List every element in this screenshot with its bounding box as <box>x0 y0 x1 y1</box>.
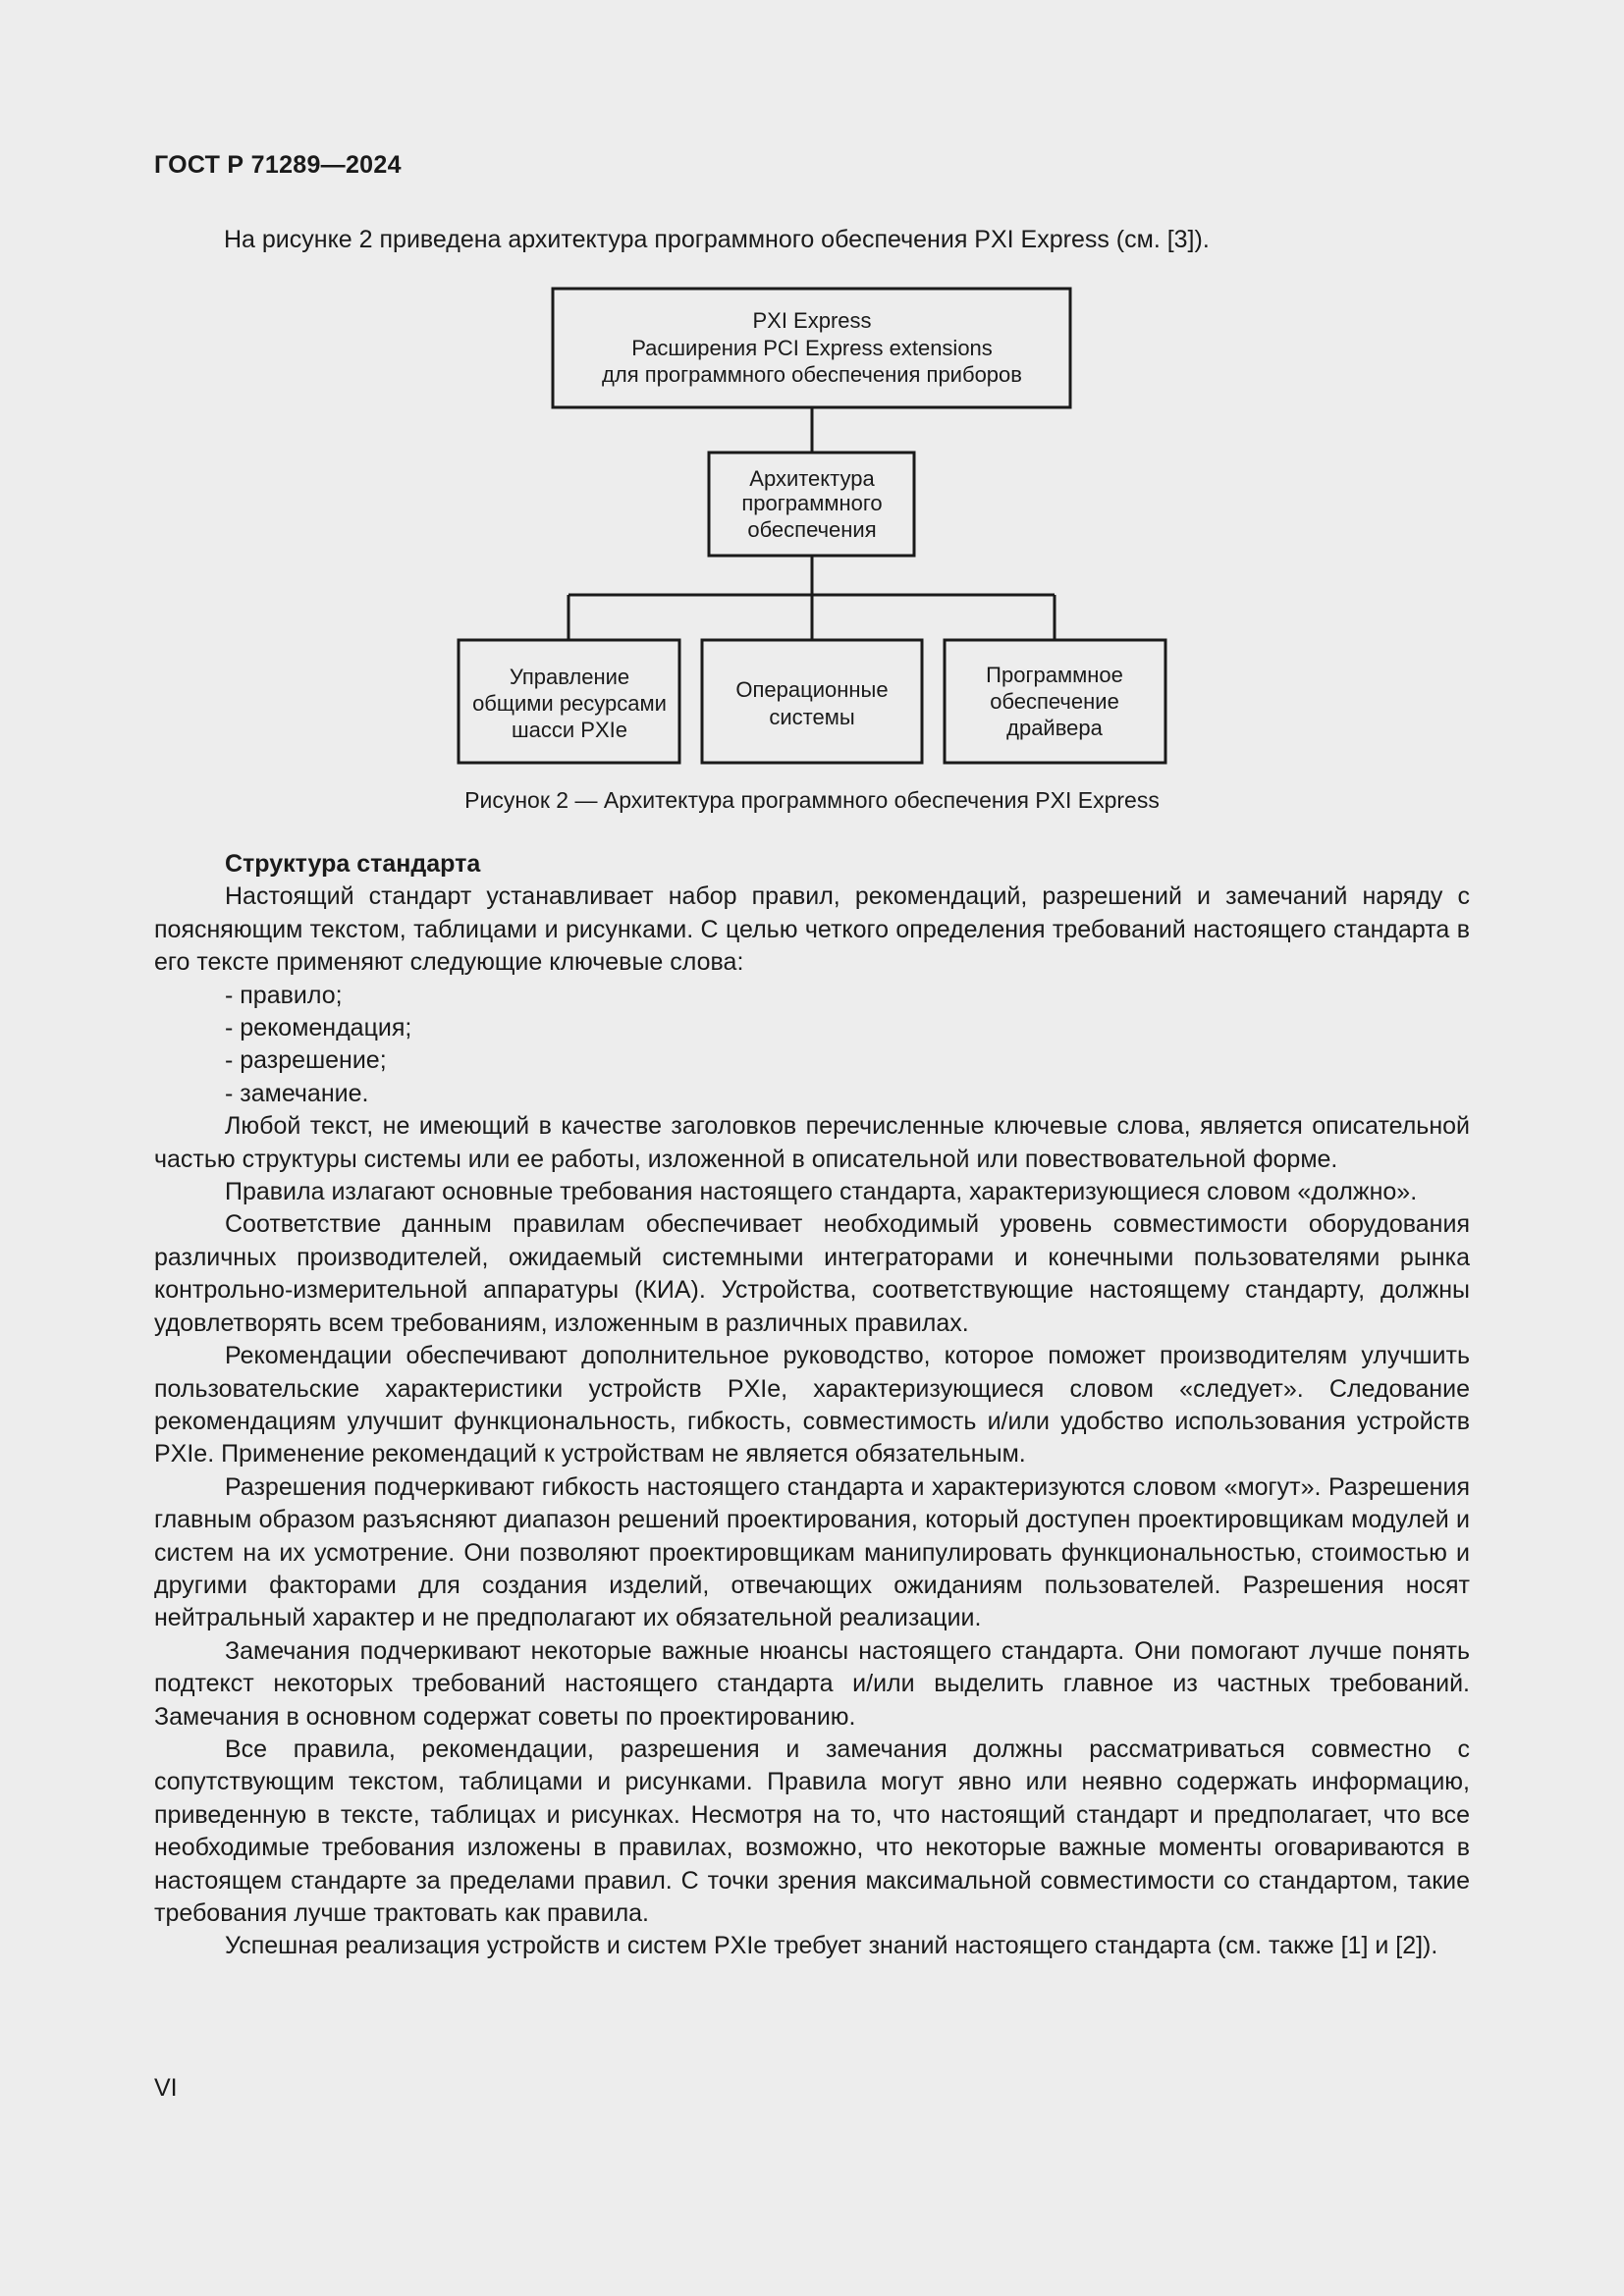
list-item: - правило; <box>225 981 343 1009</box>
intro-paragraph: На рисунке 2 приведена архитектура программного обеспечения PXI Express (см. [3]). <box>224 226 1210 253</box>
box-right-line-3: драйвера <box>1006 716 1103 740</box>
paragraph: Все правила, рекомендации, разрешения и замечания должны рассматриваться совместно с сопутствующим текстом, таблицами и рисунками. Правила могут явно или неявно содержать информацию, приведенную в тексте, таблицах и рисунках. Несмотря на то, что настоящий стандарт и предполагает, что все необходимые требования изложены в правилах, возможно, что некоторые важные моменты оговариваются в настоящем стандарте за пределами правил. С точки зрения максимальной совместимости со стандартом, такие требования лучше трактовать как правила. <box>154 1735 1470 1927</box>
list-item: - разрешение; <box>225 1046 387 1075</box>
box-right-line-2: обеспечение <box>990 689 1119 714</box>
paragraph: Замечания подчеркивают некоторые важные нюансы настоящего стандарта. Они помогают лучше понять подтекст некоторых требований настоящего стандарта и/или выделить главное из частных требований. Замечания в основном содержат советы по проектированию. <box>154 1636 1470 1731</box>
list-item: - рекомендация; <box>225 1014 412 1042</box>
document-number-header: ГОСТ Р 71289—2024 <box>154 151 402 179</box>
box-center-line-1: Операционные <box>735 677 889 702</box>
paragraph: Настоящий стандарт устанавливает набор правил, рекомендаций, разрешений и замечаний наряду с поясняющим текстом, таблицами и рисунками. С целью четкого определения требований настоящего стандарта в его тексте применяют следующие ключевые слова: <box>154 882 1470 977</box>
list-item: - замечание. <box>225 1079 369 1107</box>
section-title: Структура стандарта <box>225 850 481 878</box>
box-arch-line-1: Архитектура <box>749 466 875 491</box>
box-center-line-2: системы <box>769 705 855 729</box>
box-left-line-1: Управление <box>509 665 630 689</box>
box-arch-line-2: программного <box>741 491 883 515</box>
page-number: VI <box>154 2074 178 2102</box>
paragraph: Успешная реализация устройств и систем PXIe требует знаний настоящего стандарта (см. также [1] и [2]). <box>225 1932 1438 1960</box>
box-pxi-line-2: Расширения PCI Express extensions <box>631 336 993 360</box>
paragraph: Любой текст, не имеющий в качестве заголовков перечисленные ключевые слова, является описательной частью структуры системы или ее работы, изложенной в описательной или повествовательной форме. <box>154 1112 1470 1173</box>
box-left-line-2: общими ресурсами <box>472 691 667 716</box>
box-pxi-line-3: для программного обеспечения приборов <box>602 362 1022 387</box>
section-body <box>154 848 1470 1963</box>
paragraph: Разрешения подчеркивают гибкость настоящего стандарта и характеризуются словом «могут». Разрешения главным образом разъясняют диапазон решений проектирования, который доступен проектировщикам модулей и систем на их усмотрение. Они позволяют проектировщикам манипулировать функциональностью, стоимостью и другими факторами для создания изделий, отвечающих ожиданиям пользователей. Разрешения носят нейтральный характер и не предполагают их обязательной реализации. <box>154 1472 1470 1632</box>
paragraph: Соответствие данным правилам обеспечивает необходимый уровень совместимости оборудования различных производителей, ожидаемый системными интеграторами и конечными пользователями рынка контрольно-измерительной аппаратуры (КИА). Устройства, соответствующие настоящему стандарту, должны удовлетворять всем требованиям, изложенным в различных правилах. <box>154 1210 1470 1337</box>
paragraph: Правила излагают основные требования настоящего стандарта, характеризующиеся словом «должно». <box>225 1178 1418 1206</box>
figure-caption: Рисунок 2 — Архитектура программного обеспечения PXI Express <box>464 787 1160 813</box>
paragraph: Рекомендации обеспечивают дополнительное руководство, которое поможет производителям улучшить пользовательские характеристики устройств PXIe, характеризующиеся словом «следует». Следование рекомендациям улучшит функциональность, гибкость, совместимость и/или удобство использования устройств PXIe. Применение рекомендаций к устройствам не является обязательным. <box>154 1342 1470 1468</box>
box-pxi-line-1: PXI Express <box>752 308 872 333</box>
box-arch-line-3: обеспечения <box>747 517 877 542</box>
architecture-diagram <box>0 0 1624 785</box>
box-right-line-1: Программное <box>986 663 1123 687</box>
box-left-line-3: шасси PXIe <box>512 718 627 742</box>
